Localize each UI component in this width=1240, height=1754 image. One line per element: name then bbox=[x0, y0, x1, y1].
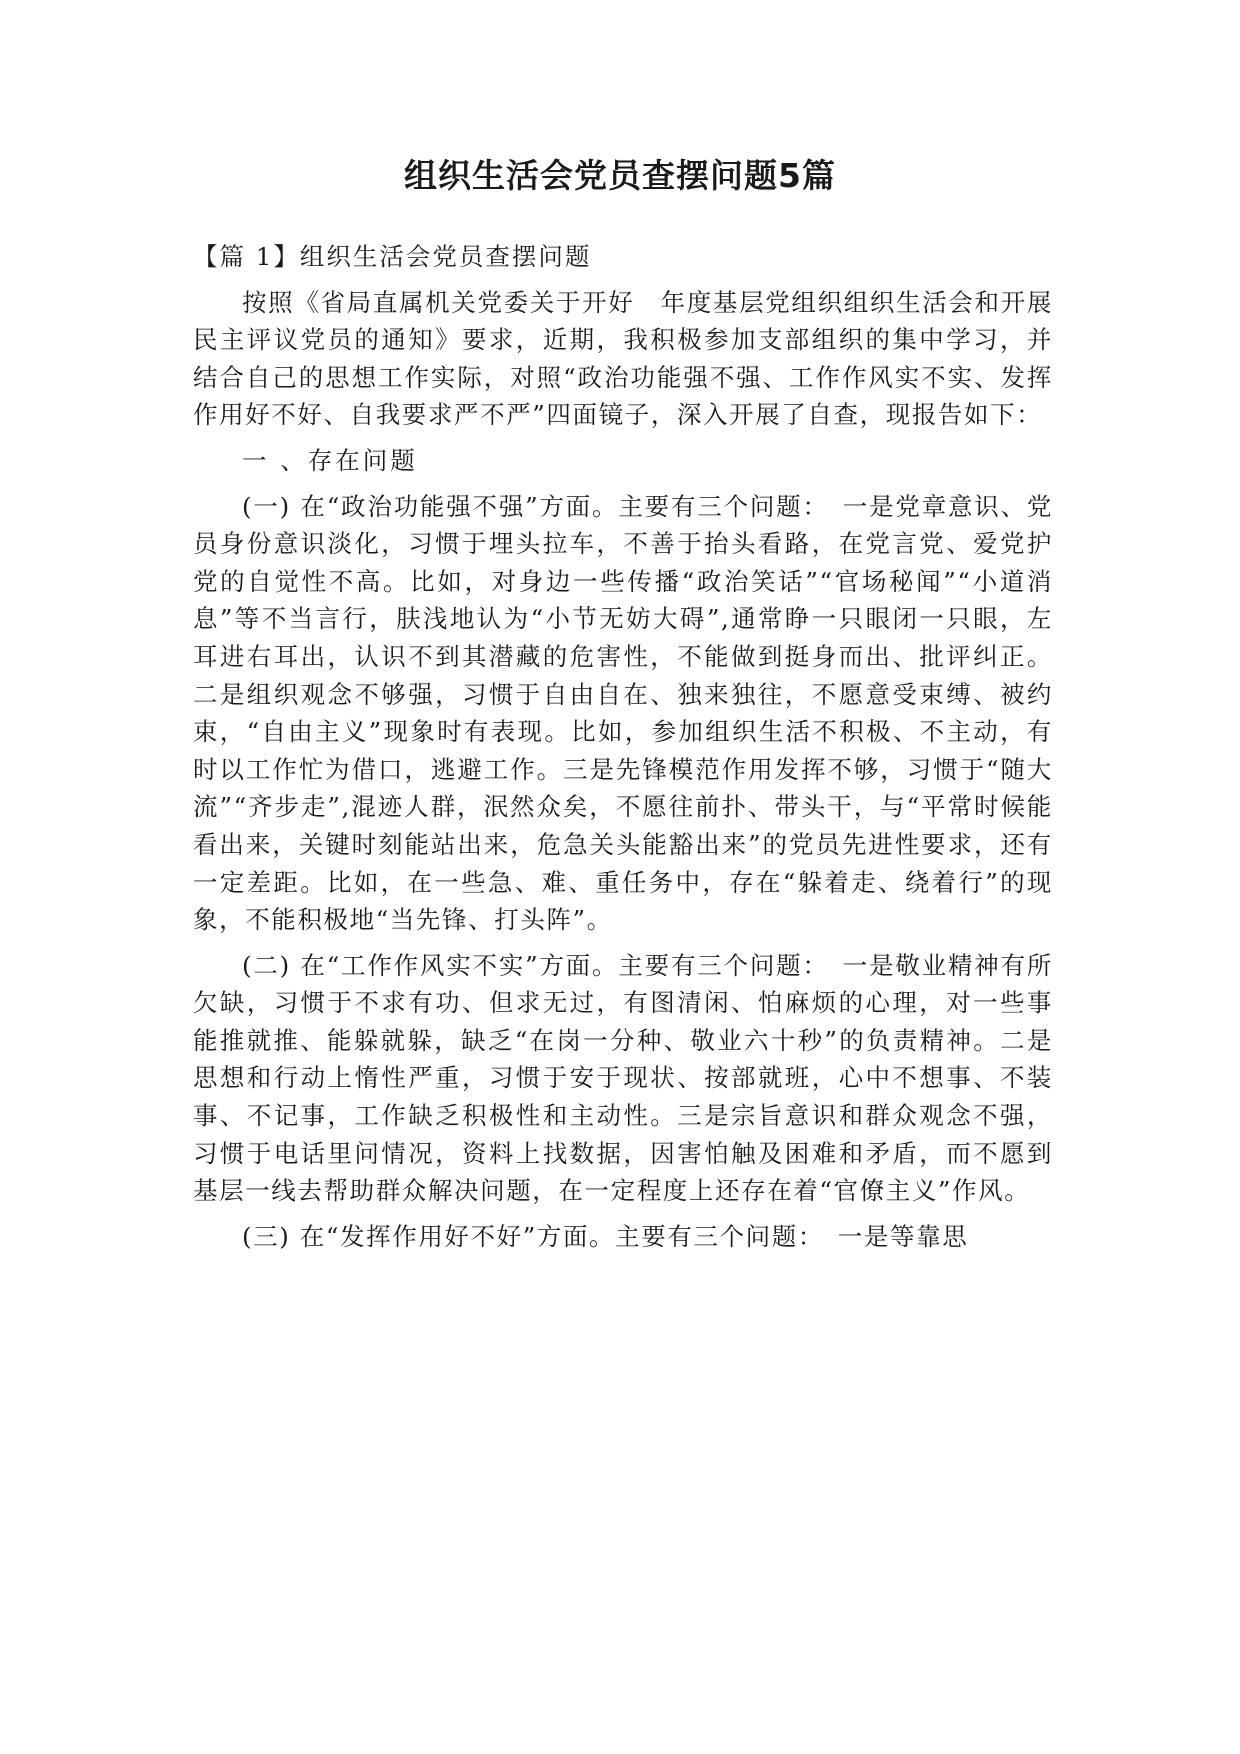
paragraph-work-style: (二) 在“工作作风实不实”方面。主要有三个问题： 一是敬业精神有所欠缺，习惯于不求有功、但求无过，有图清闲、怕麻烦的心理，对一些事能推就推、能躲就躲，缺乏“在岗一分种、敬业六十秒”的负责精神。二是思想和行动上惰性严重，习惯于安于现状、按部就班，心中不想事、不装事、不记事，工作缺乏积极性和主动性。三是宗旨意识和群众观念不强，习惯于电话里问情况，资料上找数据，因害怕触及困难和矛盾，而不愿到基层一线去帮助群众解决问题，在一定程度上还存在着“官僚主义”作风。 bbox=[193, 950, 1053, 1206]
document-body bbox=[193, 238, 1053, 1263]
problems-heading: 一 、存在问题 bbox=[242, 445, 418, 475]
section-heading: 【篇 1】组织生活会党员查摆问题 bbox=[193, 242, 592, 271]
paragraph-role: (三) 在“发挥作用好不好”方面。主要有三个问题： 一是等靠思 bbox=[242, 1221, 969, 1251]
document-title: 组织生活会党员查摆问题5篇 bbox=[404, 156, 836, 195]
paragraph-political-function: (一) 在“政治功能强不强”方面。主要有三个问题： 一是党章意识、党员身份意识淡化，习惯于埋头拉车，不善于抬头看路，在党言党、爱党护党的自觉性不高。比如，对身边一些传播“政治笑话”“官场秘闻”“小道消息”等不当言行，肤浅地认为“小节无妨大碍”,通常睁一只眼闭一只眼，左耳进右耳出，认识不到其潜藏的危害性，不能做到挺身而出、批评纠正。二是组织观念不够强，习惯于自由自在、独来独往，不愿意受束缚、被约束，“自由主义”现象时有表现。比如，参加组织生活不积极、不主动，有时以工作忙为借口，逃避工作。三是先锋模范作用发挥不够，习惯于“随大流”“齐步走”,混迹人群，泯然众矣，不愿往前扑、带头干，与“平常时候能看出来，关键时刻能站出来，危急关头能豁出来”的党员先进性要求，还有一定差距。比如，在一些急、难、重任务中，存在“躲着走、绕着行”的现象，不能积极地“当先锋、打头阵”。 bbox=[193, 491, 1053, 935]
intro-paragraph: 按照《省局直属机关党委关于开好 年度基层党组织组织生活会和开展民主评议党员的通知》要求，近期，我积极参加支部组织的集中学习，并结合自己的思想工作实际，对照“政治功能强不强、工作作风实不实、发挥作用好不好、自我要求严不严”四面镜子，深入开展了自查，现报告如下： bbox=[193, 287, 1053, 430]
